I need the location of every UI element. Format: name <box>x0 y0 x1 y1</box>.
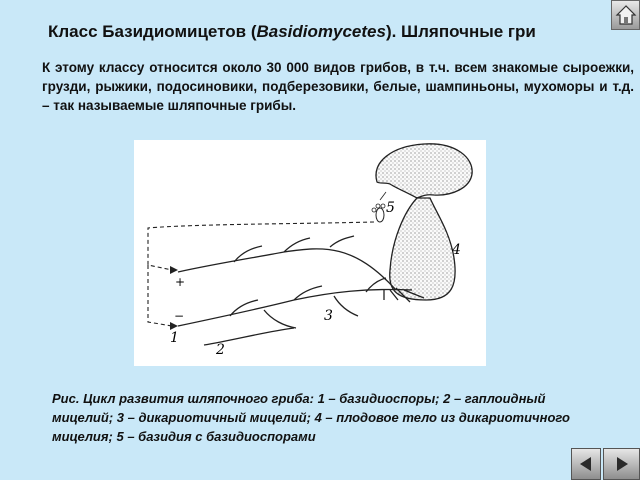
slide-title <box>48 22 640 42</box>
lifecycle-diagram <box>134 140 486 366</box>
home-button[interactable] <box>611 0 640 30</box>
home-icon <box>615 4 637 26</box>
label-2: 2 <box>216 342 225 358</box>
mycelium <box>178 236 424 345</box>
arrow-right-icon <box>612 454 632 474</box>
label-5: 5 <box>386 200 395 216</box>
intro-paragraph: К этому классу относится около 30 000 видов грибов, в т.ч. всем знакомые сыроежки, грузди, рыжики, подосиновики, подберезовики, белые, шампиньоны, мухоморы и т.д. – так называемые шляпочные грибы. <box>42 60 634 113</box>
label-1: 1 <box>170 330 179 346</box>
label-4: 4 <box>452 242 461 258</box>
arrow-left-icon <box>576 454 596 474</box>
figure-caption: Рис. Цикл развития шляпочного гриба: 1 – базидиоспоры; 2 – гаплоидный мицелий; 3 – дикариотичный мицелий; 4 – плодовое тело из дикариотичного мицелия; 5 – базидия с базидиоспорами <box>52 391 570 444</box>
mushroom-lifecycle-figure <box>134 140 486 366</box>
label-3: 3 <box>324 308 333 324</box>
next-slide-button[interactable] <box>603 448 640 480</box>
title-text-1: Класс Базидиомицетов ( <box>48 22 257 41</box>
mushroom-cap <box>376 144 472 198</box>
basidium-icon <box>372 192 386 222</box>
arrowhead-lower <box>170 322 178 330</box>
title-latin-name: Basidiomycetes <box>256 22 386 41</box>
label-minus: − <box>174 309 185 323</box>
previous-slide-button[interactable] <box>571 448 601 480</box>
arrowhead-upper <box>170 266 178 274</box>
title-text-2: ). Шляпочные гри <box>385 22 536 41</box>
mushroom-stem <box>390 198 455 300</box>
label-plus: + <box>175 275 186 289</box>
